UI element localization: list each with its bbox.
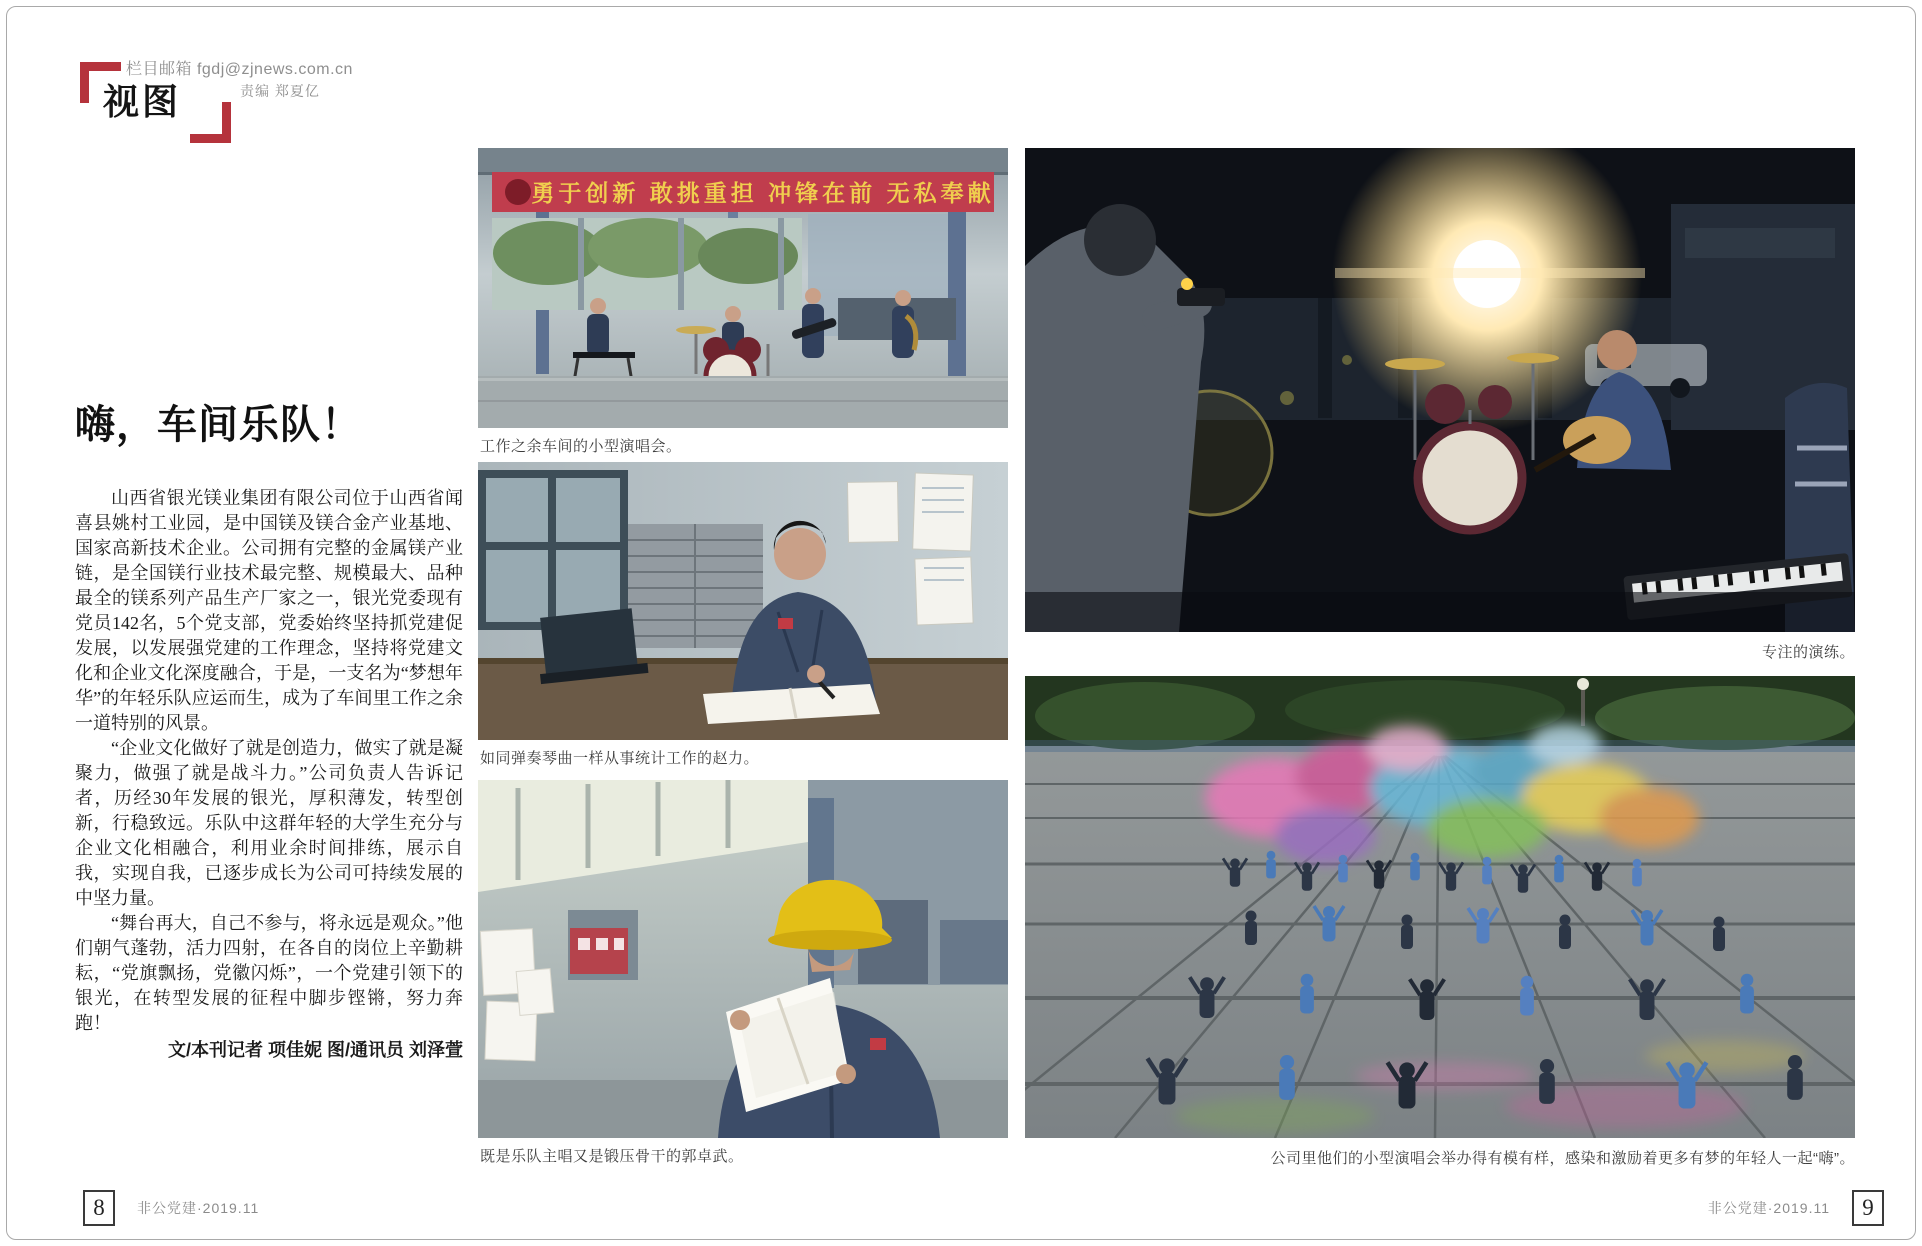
photo-caption: 公司里他们的小型演唱会举办得有模有样，感染和激励着更多有梦的年轻人一起“嗨”。 — [1270, 1150, 1855, 1167]
column-mailbox: 栏目邮箱 fgdj@zjnews.com.cn — [126, 61, 353, 78]
photo-workshop-band — [478, 148, 1008, 428]
footer-right — [1708, 1190, 1884, 1226]
photo-workshop-band-art — [478, 148, 1008, 428]
photo-caption: 如同弹奏琴曲一样从事统计工作的赵力。 — [480, 750, 760, 767]
page-number-right: 9 — [1852, 1190, 1884, 1226]
page-number-left: 8 — [83, 1190, 115, 1226]
footer-left — [83, 1190, 259, 1226]
banner-slogan-text: 勇于创新 敢挑重担 冲锋在前 无私奉献 — [531, 180, 995, 206]
photo-lead-singer-helmet — [478, 780, 1008, 1138]
editor-credit: 责编 郑夏亿 — [240, 83, 320, 99]
photo-caption: 工作之余车间的小型演唱会。 — [480, 438, 682, 455]
photo-statistician-art — [478, 462, 1008, 740]
article-paragraph: 山西省银光镁业集团有限公司位于山西省闻喜县姚村工业园，是中国镁及镁合金产业基地、国家高新技术企业。公司拥有完整的金属镁产业链，是全国镁行业技术最完整、规模最大、品种最全的镁系列产品生产厂家之一，银光党委现有党员142名，5个党支部，党委始终坚持抓党建促发展，以发展强党建的工作理念，坚持将党建文化和企业文化深度融合，于是，一支名为“梦想年华”的年轻乐队应运而生，成为了车间里工作之余一道特别的风景。 — [75, 488, 463, 733]
red-corner-bracket-close — [190, 102, 231, 143]
article-paragraph: “舞台再大，自己不参与，将永远是观众。”他们朝气蓬勃，活力四射，在各自的岗位上辛勤耕耘，“党旗飘扬，党徽闪烁”，一个党建引领下的银光，在转型发展的征程中脚步铿锵，努力奔跑！ — [75, 913, 463, 1033]
photo-color-powder-celebration — [1025, 676, 1855, 1138]
photo-color-powder-art — [1025, 676, 1855, 1138]
article-paragraph: “企业文化做好了就是创造力，做实了就是凝聚力，做强了就是战斗力。”公司负责人告诉记者，历经30年发展的银光，厚积薄发，转型创新，行稳致远。乐队中这群年轻的大学生充分与企业文化相融合，利用业余时间排练，展示自我，实现自我，已逐步成长为公司可持续发展的中坚力量。 — [75, 738, 463, 908]
section-title: 视图 — [103, 81, 182, 122]
photo-night-rehearsal-art — [1025, 148, 1855, 632]
article-body — [75, 486, 463, 1063]
photo-night-rehearsal — [1025, 148, 1855, 632]
photo-caption: 既是乐队主唱又是锻压骨干的郭卓武。 — [480, 1148, 744, 1165]
article-byline: 文/本刊记者 项佳妮 图/通讯员 刘泽萱 — [167, 1040, 463, 1060]
photo-caption: 专注的演练。 — [1761, 644, 1855, 661]
photo-statistician-desk — [478, 462, 1008, 740]
article-title: 嗨，车间乐队！ — [75, 403, 362, 447]
journal-title-right: 非公党建·2019.11 — [1707, 1200, 1830, 1216]
journal-title-left: 非公党建·2019.11 — [137, 1200, 260, 1216]
photo-lead-singer-art — [478, 780, 1008, 1138]
